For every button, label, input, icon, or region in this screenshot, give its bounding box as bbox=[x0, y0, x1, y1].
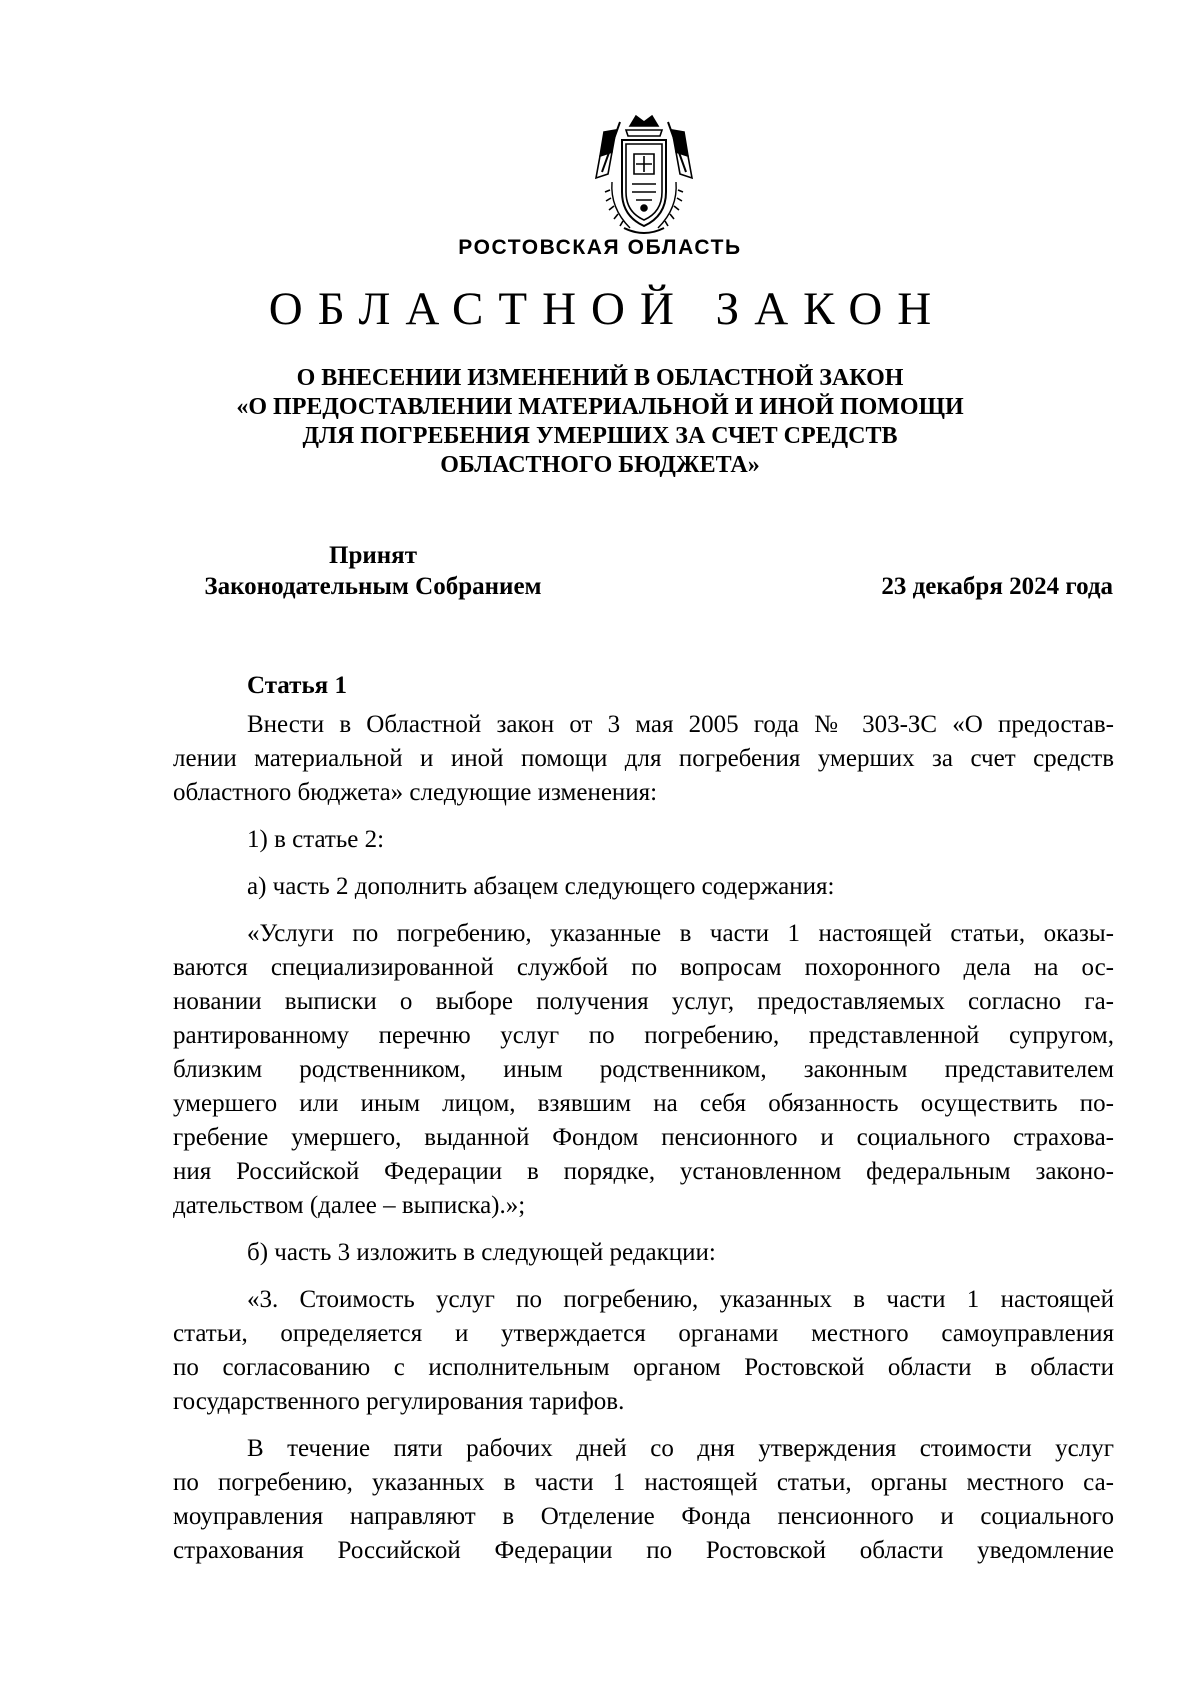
article-paragraph bbox=[173, 708, 1114, 810]
paragraph-line: «Услуги по погребению, указанные в части 1 настоящей статьи, оказы- bbox=[247, 920, 1114, 947]
paragraph-line: новании выписки о выборе получения услуг, предоставляемых согласно га- bbox=[173, 988, 1114, 1015]
article-paragraph bbox=[173, 823, 1114, 857]
law-title-line: ОБЛАСТНОГО БЮДЖЕТА» bbox=[440, 452, 760, 478]
paragraph-line: Внести в Областной закон от 3 мая 2005 года № 303-ЗС «О предостав- bbox=[247, 711, 1114, 738]
paragraph-line: В течение пяти рабочих дней со дня утверждения стоимости услуг bbox=[247, 1435, 1114, 1462]
paragraph-line: б) часть 3 изложить в следующей редакции: bbox=[247, 1239, 716, 1266]
article-paragraph bbox=[173, 1236, 1114, 1270]
law-title-line: «О ПРЕДОСТАВЛЕНИИ МАТЕРИАЛЬНОЙ И ИНОЙ ПОМОЩИ bbox=[236, 394, 964, 420]
law-title bbox=[180, 364, 1020, 480]
adoption-line-2: Законодательным Собранием bbox=[204, 573, 542, 600]
article-heading: Статья 1 bbox=[247, 672, 347, 699]
article-paragraph bbox=[173, 870, 1114, 904]
paragraph-line: дательством (далее – выписка).»; bbox=[173, 1192, 526, 1219]
paragraph-line: статьи, определяется и утверждается органами местного самоуправления bbox=[173, 1320, 1114, 1347]
adoption-body bbox=[173, 540, 573, 602]
paragraph-line: ваются специализированной службой по вопросам похоронного дела на ос- bbox=[173, 954, 1114, 981]
paragraph-line: гребение умершего, выданной Фондом пенсионного и социального страхова- bbox=[173, 1124, 1114, 1151]
paragraph-line: по погребению, указанных в части 1 настоящей статьи, органы местного са- bbox=[173, 1469, 1114, 1496]
article-paragraph bbox=[173, 917, 1114, 1223]
law-title-line: ДЛЯ ПОГРЕБЕНИЯ УМЕРШИХ ЗА СЧЕТ СРЕДСТВ bbox=[302, 423, 898, 449]
paragraph-line: а) часть 2 дополнить абзацем следующего содержания: bbox=[247, 873, 835, 900]
region-name: РОСТОВСКАЯ ОБЛАСТЬ bbox=[458, 236, 742, 259]
paragraph-line: страхования Российской Федерации по Ростовской области уведомление bbox=[173, 1537, 1114, 1564]
adoption-line-1: Принят bbox=[329, 542, 417, 569]
paragraph-line: государственного регулирования тарифов. bbox=[173, 1388, 625, 1415]
law-type-heading: ОБЛАСТНОЙ ЗАКОН bbox=[268, 283, 947, 335]
paragraph-line: близким родственником, иным родственником, законным представителем bbox=[173, 1056, 1114, 1083]
coat-of-arms-icon bbox=[590, 112, 698, 240]
paragraph-line: лении материальной и иной помощи для погребения умерших за счет средств bbox=[173, 745, 1114, 772]
paragraph-line: по согласованию с исполнительным органом Ростовской области в области bbox=[173, 1354, 1114, 1381]
paragraph-line: ния Российской Федерации в порядке, установленном федеральным законо- bbox=[173, 1158, 1114, 1185]
article-body bbox=[173, 708, 1114, 1581]
paragraph-line: рантированному перечню услуг по погребению, представленной супругом, bbox=[173, 1022, 1114, 1049]
article-paragraph bbox=[173, 1283, 1114, 1419]
paragraph-line: моуправления направляют в Отделение Фонда пенсионного и социального bbox=[173, 1503, 1114, 1530]
paragraph-line: 1) в статье 2: bbox=[247, 826, 385, 853]
paragraph-line: областного бюджета» следующие изменения: bbox=[173, 779, 658, 806]
law-title-line: О ВНЕСЕНИИ ИЗМЕНЕНИЙ В ОБЛАСТНОЙ ЗАКОН bbox=[296, 365, 904, 391]
paragraph-line: «3. Стоимость услуг по погребению, указанных в части 1 настоящей bbox=[247, 1286, 1114, 1313]
paragraph-line: умершего или иным лицом, взявшим на себя обязанность осуществить по- bbox=[173, 1090, 1114, 1117]
article-paragraph bbox=[173, 1432, 1114, 1568]
adoption-date: 23 декабря 2024 года bbox=[881, 573, 1113, 600]
